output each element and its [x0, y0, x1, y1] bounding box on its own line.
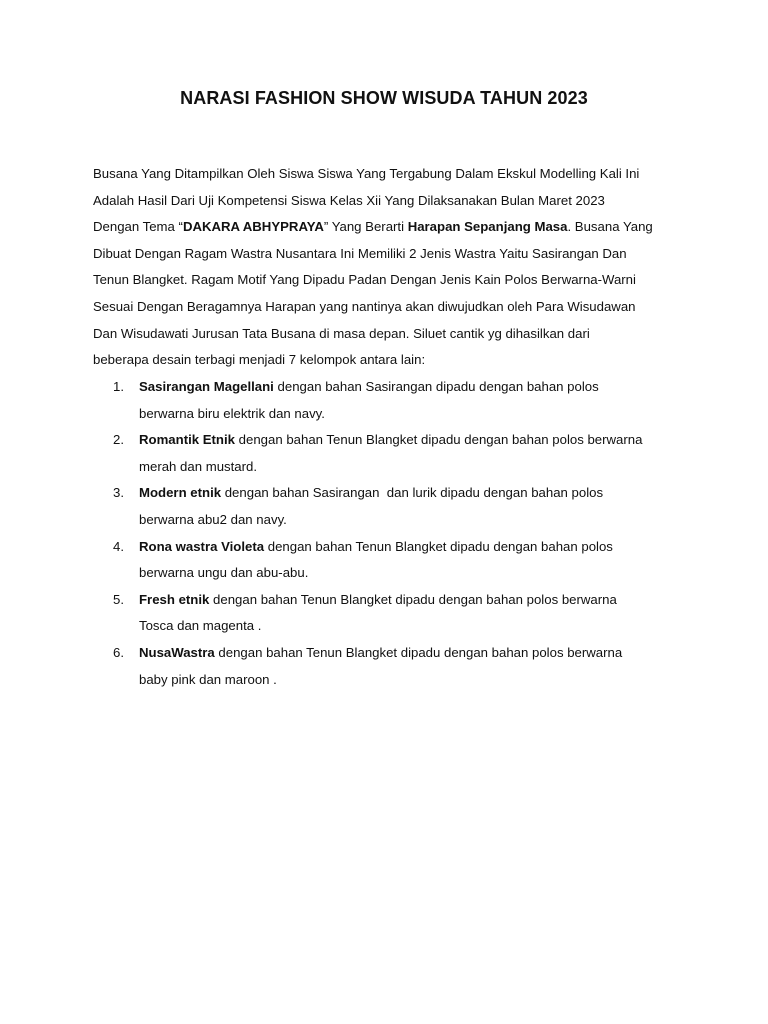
collection-desc: dengan bahan Tenun Blangket dipadu dengan bahan polos berwarna — [235, 432, 643, 448]
list-number: 2. — [113, 432, 124, 448]
collection-desc-cont: Tosca dan magenta . — [139, 618, 262, 634]
list-number: 4. — [113, 538, 124, 554]
paragraph-line: Dibuat Dengan Ragam Wastra Nusantara Ini Memiliki 2 Jenis Wastra Yaitu Sasirangan Dan — [93, 245, 627, 261]
paragraph-text: . Busana Yang — [567, 219, 653, 235]
paragraph-line: Busana Yang Ditampilkan Oleh Siswa Siswa Yang Tergabung Dalam Ekskul Modelling Kali Ini — [93, 166, 640, 181]
list-item — [93, 640, 693, 693]
collection-list — [93, 374, 693, 693]
list-number: 1. — [113, 379, 124, 394]
list-item — [93, 480, 693, 533]
list-line — [139, 587, 693, 614]
collection-desc: dengan bahan Tenun Blangket dipadu dengan bahan polos — [264, 538, 613, 554]
theme-name: DAKARA ABHYPRAYA — [182, 219, 324, 235]
collection-desc: dengan bahan Tenun Blangket dipadu dengan bahan polos berwarna — [214, 644, 623, 660]
paragraph-line: Dan Wisudawati Jurusan Tata Busana di masa depan. Siluet cantik yg dihasilkan dari — [93, 325, 590, 341]
collection-name: Sasirangan Magellani — [139, 379, 274, 394]
collection-name: Modern etnik — [139, 485, 222, 501]
list-line — [139, 534, 693, 561]
collection-desc-cont: berwarna abu2 dan navy. — [139, 511, 287, 527]
collection-desc-cont: merah dan mustard. — [139, 458, 258, 474]
collection-desc-cont: berwarna biru elektrik dan navy. — [139, 405, 325, 421]
list-number: 5. — [113, 591, 124, 607]
list-item — [93, 427, 693, 480]
collection-desc-cont: berwarna ungu dan abu-abu. — [139, 565, 309, 581]
collection-name: Romantik Etnik — [139, 432, 235, 448]
paragraph-line: Tenun Blangket. Ragam Motif Yang Dipadu Padan Dengan Jenis Kain Polos Berwarna-Warni — [93, 272, 636, 288]
theme-meaning: Harapan Sepanjang Masa — [407, 219, 568, 235]
list-line — [139, 427, 693, 454]
collection-desc: dengan bahan Sasirangan dan lurik dipadu dengan bahan polos — [221, 485, 604, 501]
list-number: 3. — [113, 485, 124, 501]
collection-name: NusaWastra — [139, 644, 215, 660]
paragraph-text: ” Yang Berarti — [323, 219, 408, 235]
list-item — [93, 587, 693, 640]
list-item — [93, 534, 693, 587]
collection-desc: dengan bahan Tenun Blangket dipadu dengan bahan polos berwarna — [209, 591, 617, 607]
collection-desc: dengan bahan Sasirangan dipadu dengan bahan polos — [273, 379, 599, 394]
intro-paragraph — [93, 161, 683, 374]
list-line — [139, 480, 693, 507]
paragraph-line — [93, 214, 683, 241]
collection-desc-cont: baby pink dan maroon . — [139, 671, 277, 687]
list-line — [139, 640, 693, 667]
list-number: 6. — [113, 644, 124, 660]
collection-name: Fresh etnik — [139, 591, 210, 607]
collection-name: Rona wastra Violeta — [139, 538, 265, 554]
paragraph-line: beberapa desain terbagi menjadi 7 kelompok antara lain: — [93, 352, 426, 368]
list-line — [139, 374, 693, 401]
list-item — [93, 374, 693, 427]
paragraph-line: Adalah Hasil Dari Uji Kompetensi Siswa Kelas Xii Yang Dilaksanakan Bulan Maret 2023 — [93, 192, 605, 208]
document-title: NARASI FASHION SHOW WISUDA TAHUN 2023 — [180, 88, 588, 108]
paragraph-line: Sesuai Dengan Beragamnya Harapan yang nantinya akan diwujudkan oleh Para Wisudawan — [93, 298, 636, 314]
paragraph-text: Dengan Tema “ — [93, 219, 183, 235]
